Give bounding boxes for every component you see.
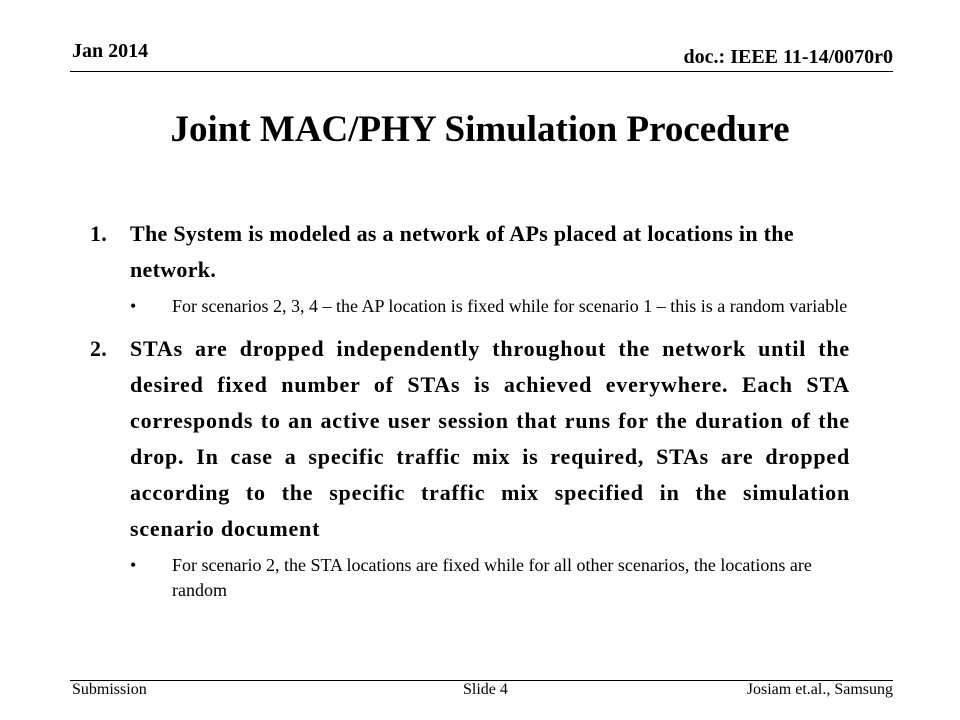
bullet-icon: • — [130, 555, 137, 575]
bullet-icon: • — [130, 296, 137, 316]
list-item-1-text: The System is modeled as a network of APs placed at locations in the network. — [130, 221, 794, 282]
list-item-2 — [90, 331, 850, 547]
sub-bullet-1-text: For scenarios 2, 3, 4 – the AP location is fixed while for scenario 1 – this is a random variable — [172, 296, 848, 316]
header-divider — [70, 71, 893, 72]
footer-submission: Submission — [72, 681, 147, 698]
list-item-2-text: STAs are dropped independently throughout the network until the desired fixed number of STAs is achieved everywhere. Each STA corresponds to an active user session that runs for the duration of the drop. In case a specific traffic mix is required, STAs are dropped according to the specific traffic mix specified in the simulation scenario document — [130, 336, 850, 541]
header-doc-id: doc.: IEEE 11-14/0070r0 — [683, 46, 893, 68]
sub-bullet-1 — [130, 294, 850, 319]
slide-body — [90, 216, 850, 615]
list-item-1 — [90, 216, 850, 288]
list-item-1-number: 1. — [90, 221, 108, 246]
header-date: Jan 2014 — [72, 40, 149, 62]
slide-title: Joint MAC/PHY Simulation Procedure — [170, 109, 790, 150]
sub-bullet-2-text: For scenario 2, the STA locations are fixed while for all other scenarios, the locations are random — [172, 555, 812, 600]
list-item-2-number: 2. — [90, 336, 108, 361]
footer-slide-number: Slide 4 — [463, 681, 508, 698]
sub-bullet-2 — [130, 553, 850, 603]
footer-authors: Josiam et.al., Samsung — [746, 681, 893, 698]
